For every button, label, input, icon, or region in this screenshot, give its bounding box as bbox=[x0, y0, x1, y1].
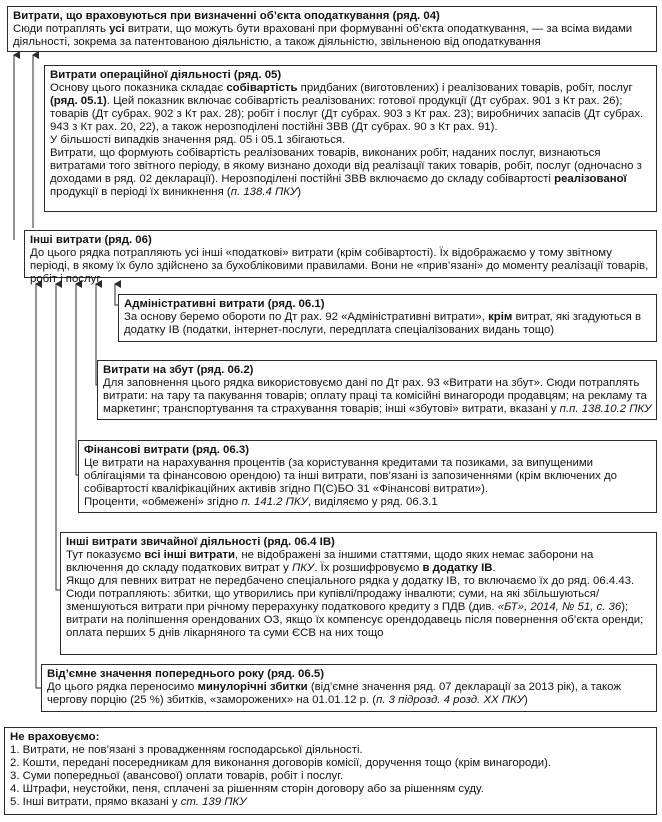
ordinary-journal-ref: «БТ», 2014, № 51, с. 36 bbox=[497, 601, 622, 613]
admin-text: витрат, які згадуються в додатку ІВ (податки, інтернет-послуги, передплата спеціалізованих видань тощо) bbox=[124, 311, 642, 336]
ordinary-law-ref: ПКУ bbox=[291, 562, 315, 574]
sales-expenses-box bbox=[97, 360, 657, 420]
negative-law-ref: п. 3 підрозд. 4 розд. XX ПКУ bbox=[376, 694, 525, 706]
operating-text: Витрати, що формують собівартість реалізованих товарів, виконаних робіт, наданих послуг, визнаються витратами того звітного періоду, в якому визнано доходи від реалізації таких товарів, робіт, послуг (одночасно з доходами в ряд. 02 декларації). Нерозподілені постійні ЗВВ включаємо до складу собівартості bbox=[50, 147, 642, 185]
not-counted-item: 2. Кошти, передані посередникам для виконання договорів комісії, доручення тощо (крім винагороди). bbox=[10, 757, 552, 769]
negative-text: ) bbox=[524, 694, 528, 706]
operating-row-ref: (ряд. 05.1) bbox=[50, 95, 107, 107]
ordinary-text: . Їх розшифровуємо bbox=[314, 562, 423, 574]
negative-emphasis: минулорічні збитки bbox=[197, 681, 308, 693]
ordinary-emphasis: всі інші витрати bbox=[144, 549, 235, 561]
operating-text: . Цей показник включає собівартість реалізованих: готової продукції (Дт субрах. 901 з Кт рах. 26); товарів (Дт субрах. 902 з Кт рах. 28); робіт і послуг (Дт субрах. 903 з Кт рах. 23); виробничих запасів (Дт субрах. 943 з Кт рах. 20, 22), а також нерозподілені постійні ЗВВ (Дт субрах. 90 з Кт рах. 91). bbox=[50, 95, 644, 133]
sales-title: Витрати на збут (ряд. 06.2) bbox=[103, 364, 254, 376]
sales-text: Для заповнення цього рядка використовуємо дані по Дт рах. 93 «Витрати на збут». Сюди потраплять витрати: на тару та пакування товарів; оплату праці та комісійні винагороди продавцям; на рекламу та маркетинг; транспортування та страхування товарів; інші «збутові» витрати, вказані у bbox=[103, 377, 647, 415]
financial-title: Фінансові витрати (ряд. 06.3) bbox=[84, 444, 249, 456]
financial-law-ref: п. 141.2 ПКУ bbox=[241, 496, 308, 508]
operating-paragraph-3 bbox=[50, 147, 652, 199]
financial-text: , виділяємо у ряд. 06.3.1 bbox=[307, 496, 438, 508]
operating-text: ) bbox=[297, 186, 302, 198]
not-counted-item: 4. Штрафи, неустойки, пеня, сплачені за рішенням сторін договору або за рішенням суду. bbox=[10, 783, 484, 795]
root-description bbox=[13, 23, 652, 49]
sales-description bbox=[103, 377, 652, 416]
root-desc-part: витрати, що можуть бути враховані при формуванні об’єкта оподаткування, — за всіма видами діяльності, зокрема за патентованою діяльністю, а також діяльністю, звільненою від оподаткування bbox=[13, 23, 633, 48]
ordinary-text: Якщо для певних витрат не передбачено спеціального рядка у додатку ІВ, то включаємо їх до ряд. 06.4.43. Сюди потрапляють: збитки, що утворились при купівлі/продажу інвалюти; суми, на які збільшуються/зменшуються витрати при річному перерахунку податкового кредиту з ПДВ (див. bbox=[66, 575, 635, 613]
not-counted-box bbox=[4, 727, 657, 815]
operating-text: придбаних (виготовлених) і реалізованих товарів, робіт, послуг bbox=[297, 82, 633, 94]
root-title: Витрати, що враховуються при визначенні об’єкта оподаткування (ряд. 04) bbox=[13, 10, 440, 22]
operating-title: Витрати операційної діяльності (ряд. 05) bbox=[50, 69, 282, 81]
admin-emphasis: крім bbox=[488, 311, 513, 323]
admin-text: За основу беремо обороти по Дт рах. 92 «Адміністративні витрати», bbox=[124, 311, 489, 323]
root-desc-emphasis: усі bbox=[109, 23, 125, 35]
negative-description bbox=[47, 681, 652, 707]
negative-title: Від’ємне значення попереднього року (ряд. 06.5) bbox=[47, 668, 325, 680]
ordinary-paragraph-1 bbox=[66, 549, 652, 575]
ordinary-text: . bbox=[492, 562, 496, 574]
ordinary-expenses-box bbox=[60, 532, 657, 655]
financial-text: Проценти, «обмежені» згідно bbox=[84, 496, 242, 508]
not-counted-title: Не враховуємо: bbox=[10, 731, 100, 743]
financial-expenses-box bbox=[78, 440, 657, 513]
negative-text: До цього рядка переносимо bbox=[47, 681, 198, 693]
admin-expenses-box bbox=[118, 294, 657, 342]
negative-text: (від’ємне значення ряд. 07 декларації за 2013 рік), а також чергову порцію (25 %) збитків, «заморожених» на 01.01.12 р. ( bbox=[47, 681, 621, 706]
arrow-negative-to-other bbox=[36, 284, 45, 688]
root-desc-part: Сюди потраплять bbox=[13, 23, 110, 35]
financial-note bbox=[84, 496, 652, 509]
ordinary-paragraph-2 bbox=[66, 575, 652, 640]
operating-text: Основу цього показника складає bbox=[50, 82, 227, 94]
other-title: Інші витрати (ряд. 06) bbox=[30, 234, 152, 246]
root-expenses-box bbox=[7, 6, 657, 52]
operating-paragraph-1 bbox=[50, 82, 652, 134]
operating-paragraph-2: У більшості випадків значення ряд. 05 і 05.1 збігаються. bbox=[50, 134, 346, 146]
ordinary-text: Тут показуємо bbox=[66, 549, 145, 561]
ordinary-emphasis: в додатку ІВ bbox=[422, 562, 493, 574]
operating-emphasis: собівартість bbox=[226, 82, 298, 94]
admin-description bbox=[124, 311, 652, 337]
other-expenses-box bbox=[24, 230, 657, 285]
operating-law-ref: п. 138.4 ПКУ bbox=[230, 186, 298, 198]
ordinary-title: Інші витрати звичайної діяльності (ряд. 06.4 ІВ) bbox=[66, 536, 335, 548]
not-counted-text: 5. Інші витрати, прямо вказані у bbox=[10, 796, 181, 808]
operating-text: продукції в періоді їх виникнення ( bbox=[50, 186, 231, 198]
admin-title: Адміністративні витрати (ряд. 06.1) bbox=[124, 298, 325, 310]
sales-law-ref: п.п. 138.10.2 ПКУ bbox=[559, 403, 652, 415]
ordinary-text: ); витрати на поліпшення орендованих ОЗ, якщо їх компенсує орендодавець після повернення об’єкта оренди; оплата перших 5 днів лікарняного та суми ЄСВ на них тощо bbox=[66, 601, 644, 639]
not-counted-law-ref: ст. 139 ПКУ bbox=[180, 796, 247, 808]
operating-expenses-box bbox=[44, 65, 657, 212]
not-counted-item bbox=[10, 796, 652, 809]
not-counted-item: 3. Суми попередньої (авансової) оплати товарів, робіт і послуг. bbox=[10, 770, 344, 782]
ordinary-text: , не відображені за іншими статтями, щодо яких немає заборони на включення до складу податкових витрат у bbox=[66, 549, 594, 574]
negative-value-box bbox=[41, 664, 657, 712]
not-counted-item: 1. Витрати, не пов’язані з провадженням господарської діяльності. bbox=[10, 744, 363, 756]
other-description: До цього рядка потрапляють усі інші «податкові» витрати (крім собівартості). Їх відображаємо у тому звітному періоді, в якому їх було здійснено за бухобліковими правилами. Вони не «прив’язані» до моменту реалізації товарів, робіт і послуг bbox=[30, 247, 649, 285]
financial-description: Це витрати на нарахування процентів (за користування кредитами та позиками, за випущеними облігаціями та фінансовою орендою) та інші витрати, пов’язані із запозиченнями (крім включених до собівартості кваліфікаційних активів згідно П(С)БО 31 «Фінансові витрати»). bbox=[84, 457, 617, 495]
operating-emphasis: реалізованої bbox=[554, 173, 627, 185]
